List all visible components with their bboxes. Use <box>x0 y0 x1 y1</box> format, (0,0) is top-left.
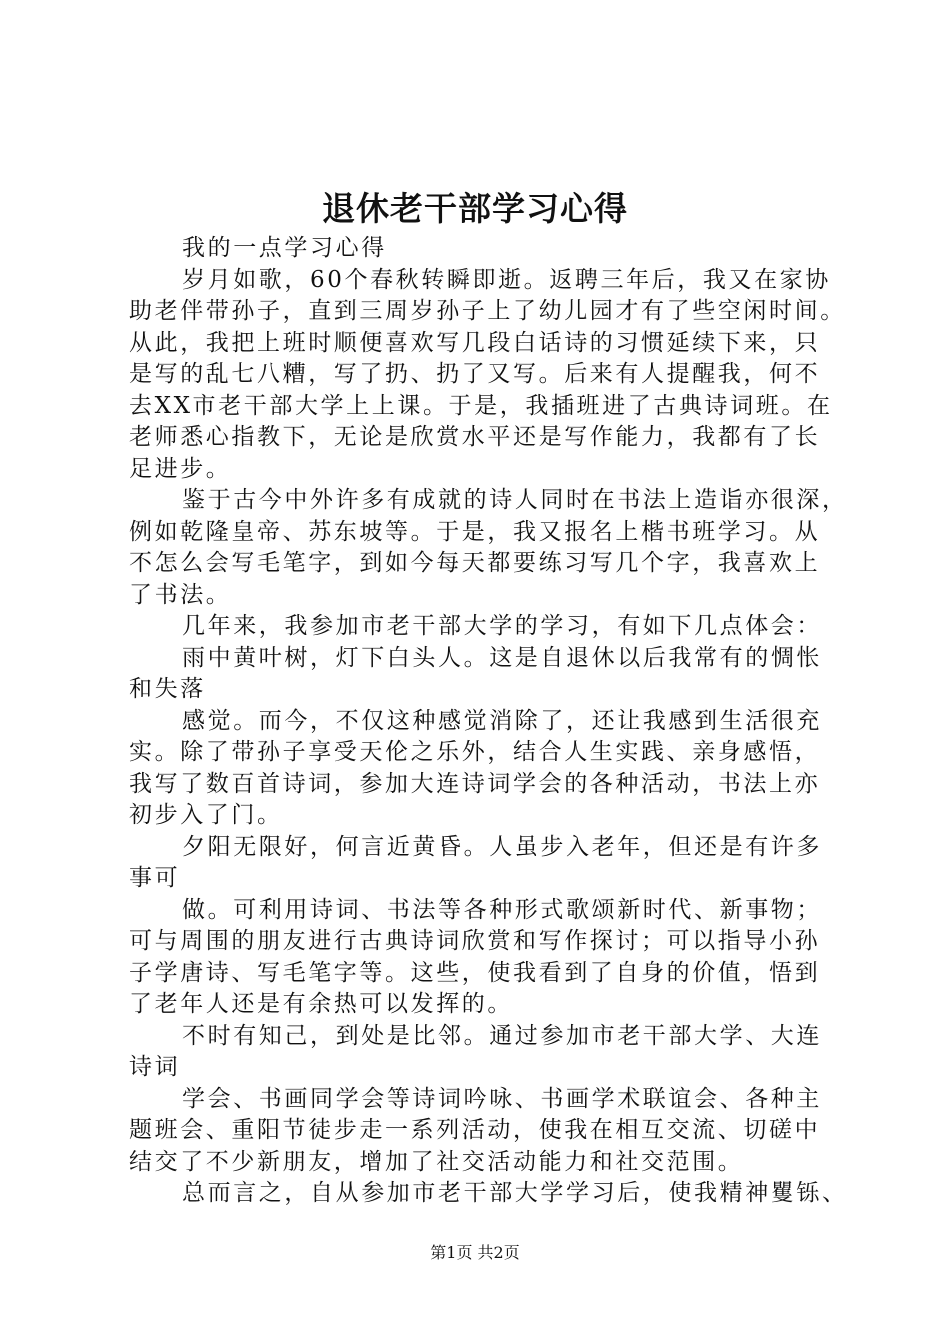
text-line: 是写的乱七八糟，写了扔、扔了又写。后来有人提醒我，何不 <box>129 361 821 387</box>
document-body <box>129 233 848 1210</box>
text-line: 可与周围的朋友进行古典诗词欣赏和写作探讨；可以指导小孙 <box>129 928 821 954</box>
text-line: 不怎么会写毛笔字，到如今每天都要练习写几个字，我喜欢上 <box>129 550 821 576</box>
text-line: 和失落 <box>129 676 206 702</box>
document-title: 退休老干部学习心得 <box>322 189 628 228</box>
text-line: 总而言之，自从参加市老干部大学学习后，使我精神矍铄、 <box>182 1180 848 1206</box>
text-line: 了老年人还是有余热可以发挥的。 <box>129 991 513 1017</box>
text-line: 几年来，我参加市老干部大学的学习，有如下几点体会： <box>182 613 822 639</box>
text-line: 雨中黄叶树，灯下白头人。这是自退休以后我常有的惆怅 <box>182 644 822 671</box>
text-line: 做。可利用诗词、书法等各种形式歌颂新时代、新事物； <box>182 896 822 923</box>
text-line: 感觉。而今，不仅这种感觉消除了，还让我感到生活很充 <box>182 707 822 734</box>
text-line: 不时有知己，到处是比邻。通过参加市老干部大学、大连 <box>182 1022 822 1049</box>
text-line: 例如乾隆皇帝、苏东坡等。于是，我又报名上楷书班学习。从 <box>129 518 821 545</box>
text-line: 初步入了门。 <box>129 802 283 828</box>
text-line: 事可 <box>129 865 181 891</box>
text-line: 助老伴带孙子，直到三周岁孙子上了幼儿园才有了些空闲时间。 <box>129 298 846 324</box>
text-line: 鉴于古今中外许多有成就的诗人同时在书法上造诣亦很深， <box>182 487 848 513</box>
text-line: 去XX市老干部大学上上课。于是，我插班进了古典诗词班。在 <box>129 392 833 419</box>
text-line: 子学唐诗、写毛笔字等。这些，使我看到了自身的价值，悟到 <box>129 959 821 986</box>
text-line: 老师悉心指教下，无论是欣赏水平还是写作能力，我都有了长 <box>129 424 821 450</box>
text-line: 诗词 <box>129 1054 181 1080</box>
text-line: 实。除了带孙子享受天伦之乐外，结合人生实践、亲身感悟， <box>129 739 821 765</box>
text-line: 夕阳无限好，何言近黄昏。人虽步入老年，但还是有许多 <box>182 833 822 860</box>
text-line: 题班会、重阳节徒步走一系列活动，使我在相互交流、切磋中 <box>129 1117 821 1143</box>
text-line: 学会、书画同学会等诗词吟咏、书画学术联谊会、各种主 <box>182 1085 822 1112</box>
text-line: 岁月如歌，60个春秋转瞬即逝。返聘三年后，我又在家协 <box>182 266 831 293</box>
text-line: 了书法。 <box>129 581 232 608</box>
text-line: 足进步。 <box>129 455 232 482</box>
text-line: 从此，我把上班时顺便喜欢写几段白话诗的习惯延续下来，只 <box>129 329 821 356</box>
text-line: 结交了不少新朋友，增加了社交活动能力和社交范围。 <box>129 1148 744 1175</box>
text-line: 我的一点学习心得 <box>182 235 387 261</box>
text-line: 我写了数百首诗词，参加大连诗词学会的各种活动，书法上亦 <box>129 770 821 797</box>
page-footer: 第1页 共2页 <box>430 1243 520 1262</box>
